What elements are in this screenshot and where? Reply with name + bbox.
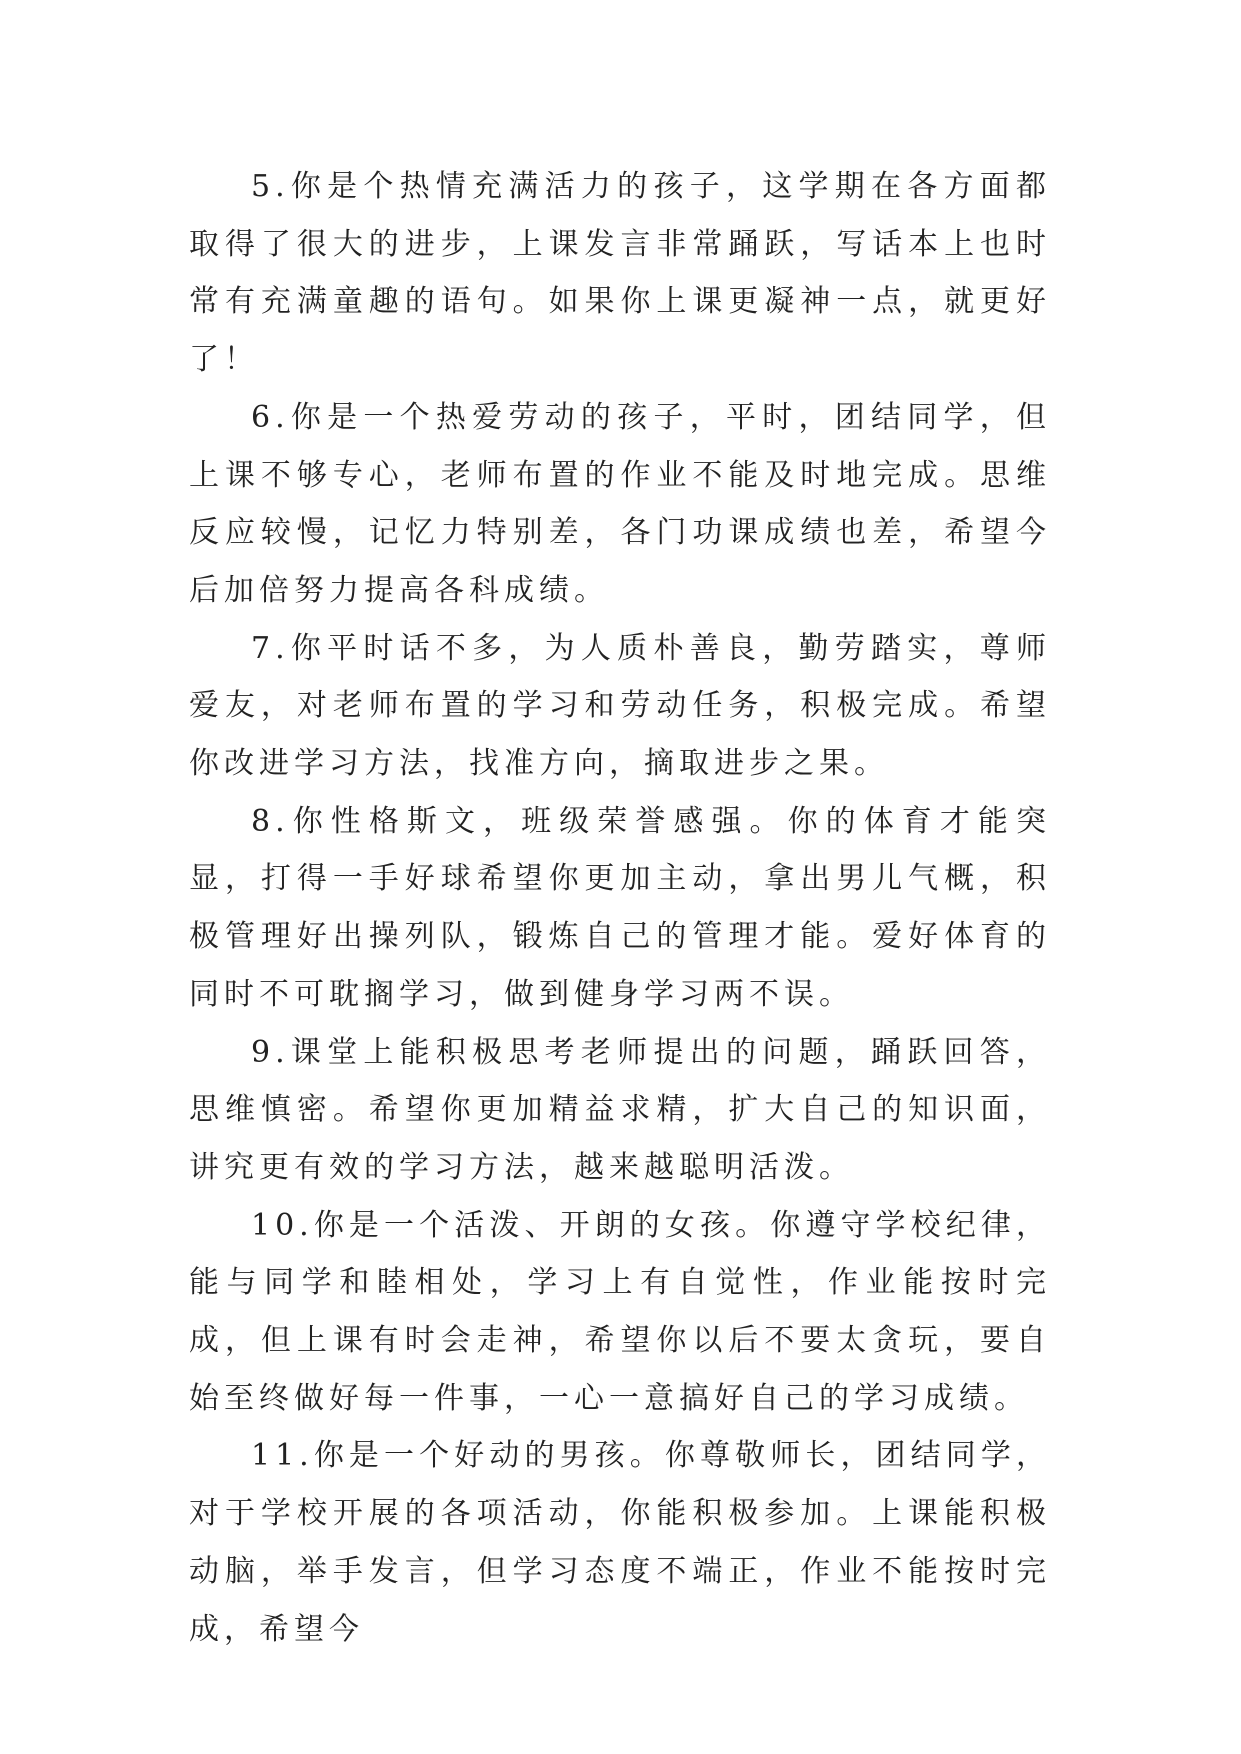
comment-paragraph-11: 11.你是一个好动的男孩。你尊敬师长，团结同学，对于学校开展的各项活动，你能积极参加。上课能积极动脑，举手发言，但学习态度不端正，作业不能按时完成，希望今 <box>189 1438 1051 1647</box>
comment-paragraph-7: 7.你平时话不多，为人质朴善良，勤劳踏实，尊师爱友，对老师布置的学习和劳动任务，积极完成。希望你改进学习方法，找准方向，摘取进步之果。 <box>189 630 1051 782</box>
comment-paragraph-6: 6.你是一个热爱劳动的孩子，平时，团结同学，但上课不够专心，老师布置的作业不能及时地完成。思维反应较慢，记忆力特别差，各门功课成绩也差，希望今后加倍努力提高各科成绩。 <box>189 399 1051 608</box>
comment-paragraph-10: 10.你是一个活泼、开朗的女孩。你遵守学校纪律，能与同学和睦相处，学习上有自觉性，作业能按时完成，但上课有时会走神，希望你以后不要太贪玩，要自始至终做好每一件事，一心一意搞好自己的学习成绩。 <box>189 1207 1051 1416</box>
comment-paragraph-8: 8.你性格斯文，班级荣誉感强。你的体育才能突显，打得一手好球希望你更加主动，拿出男儿气概，积极管理好出操列队，锻炼自己的管理才能。爱好体育的同时不可耽搁学习，做到健身学习两不误。 <box>189 803 1051 1012</box>
comment-paragraph-9: 9.课堂上能积极思考老师提出的问题，踊跃回答，思维慎密。希望你更加精益求精，扩大自己的知识面，讲究更有效的学习方法，越来越聪明活泼。 <box>189 1034 1051 1185</box>
comment-paragraph-5: 5.你是个热情充满活力的孩子，这学期在各方面都取得了很大的进步，上课发言非常踊跃，写话本上也时常有充满童趣的语句。如果你上课更凝神一点，就更好了！ <box>189 169 1051 378</box>
document-body <box>189 158 1051 1658</box>
